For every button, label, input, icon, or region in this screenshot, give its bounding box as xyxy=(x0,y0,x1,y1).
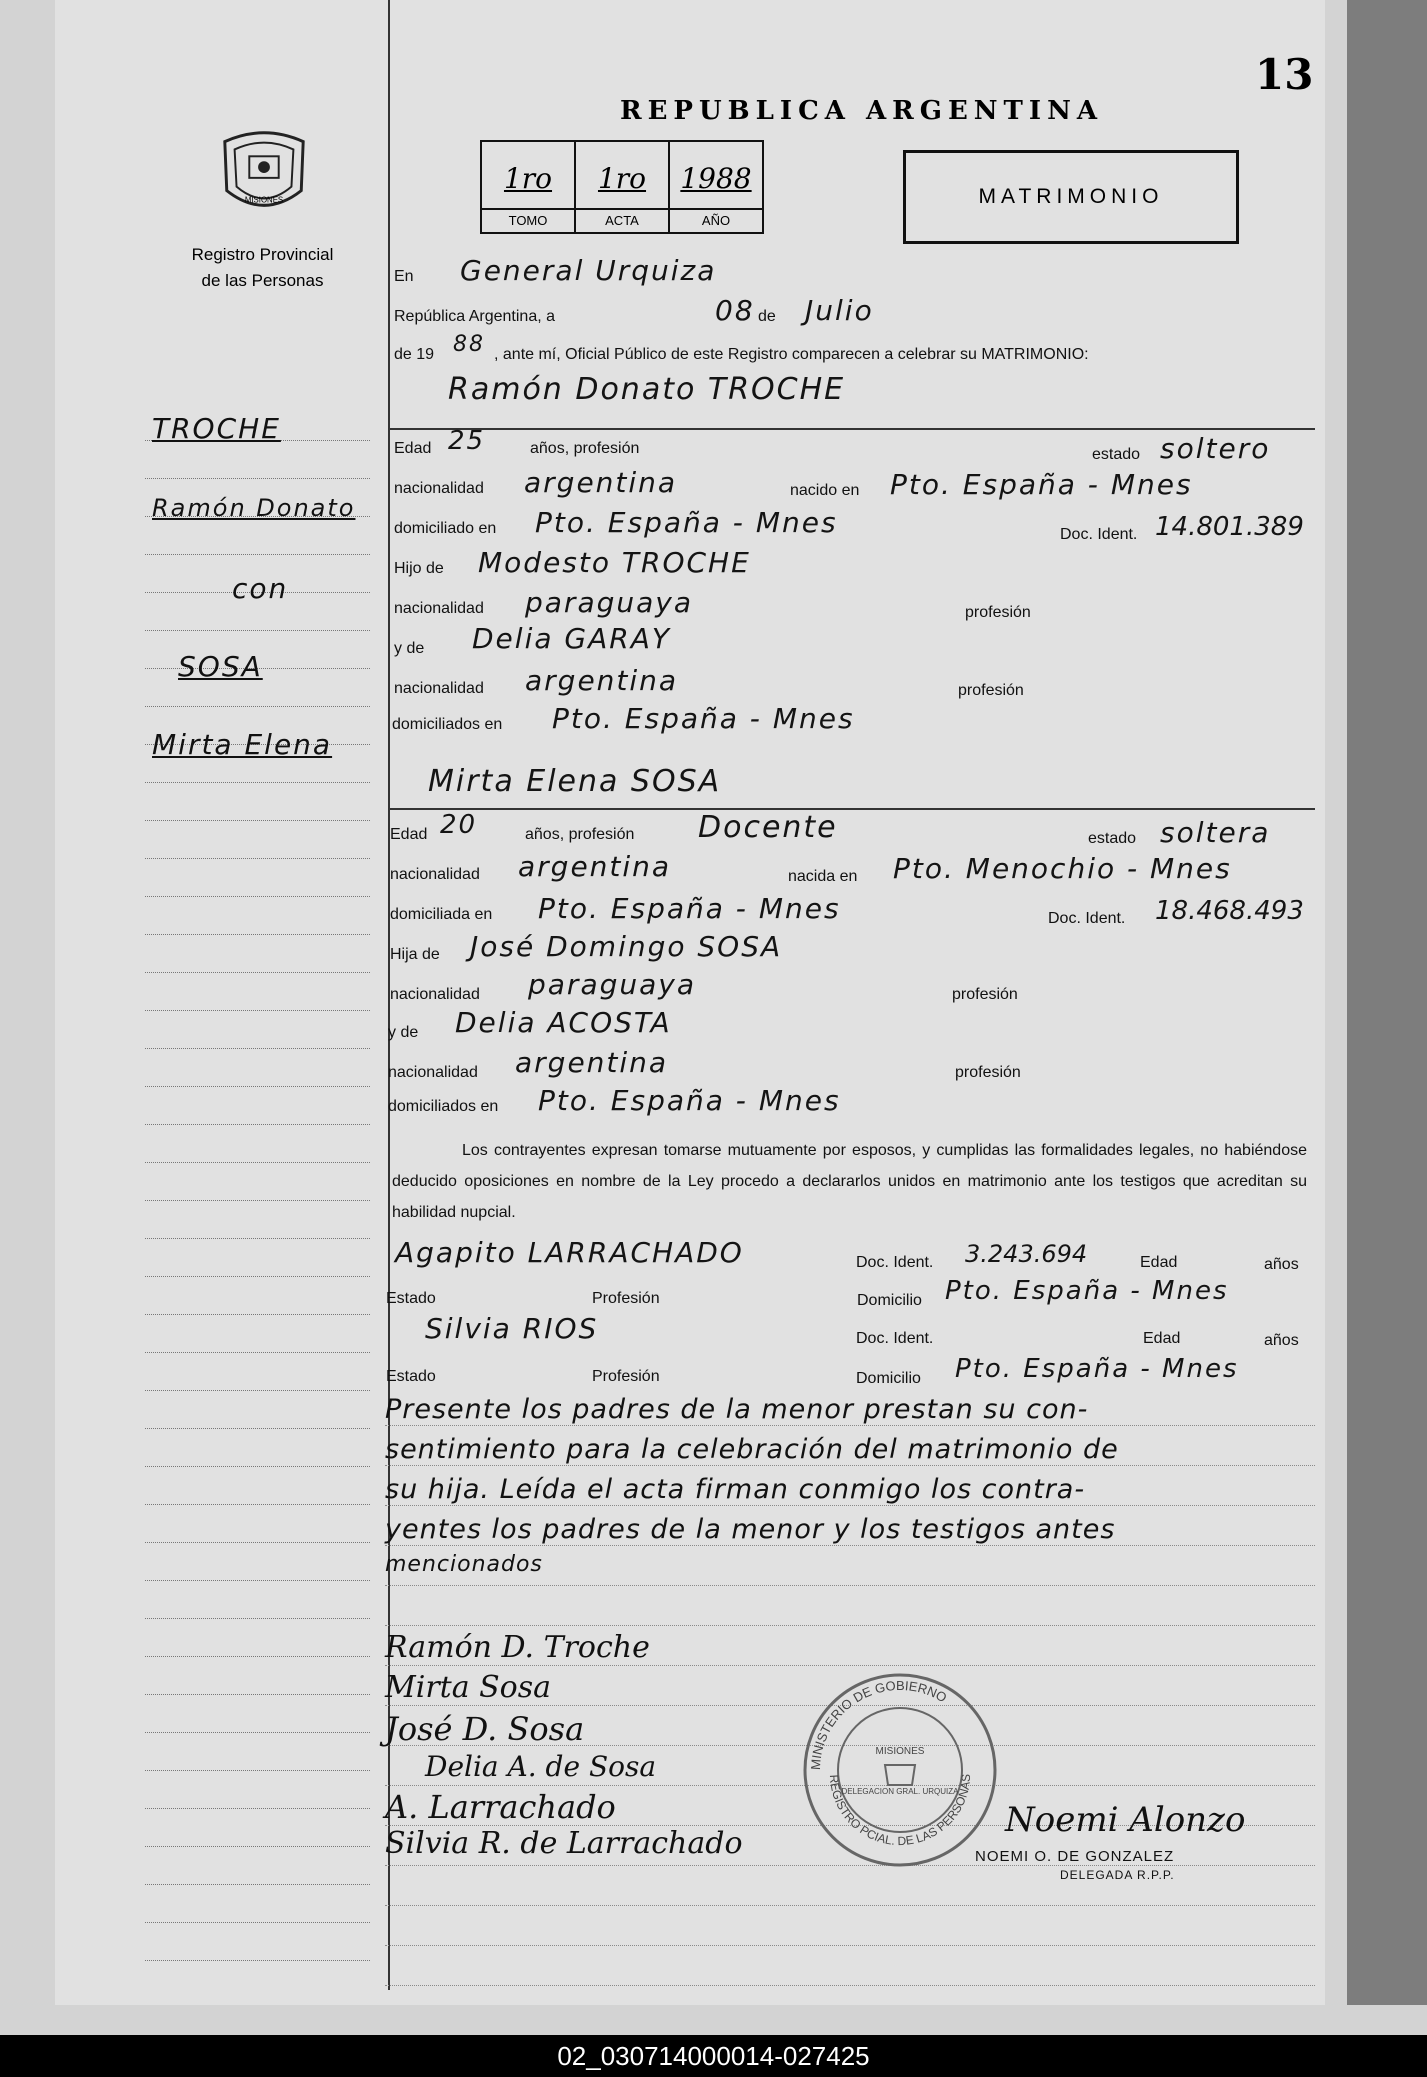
label-nacido-en: nacido en xyxy=(790,482,860,499)
body-rule xyxy=(385,1585,1315,1586)
margin-rule xyxy=(145,1428,370,1429)
label-doc-ident-w2: Doc. Ident. xyxy=(856,1330,934,1347)
margin-bride-given: Mirta Elena xyxy=(152,728,333,761)
margin-con: con xyxy=(232,572,289,605)
label-estado-bride: estado xyxy=(1088,830,1137,847)
label-edad-bride: Edad xyxy=(390,826,428,843)
signature-witness1: A. Larrachado xyxy=(385,1788,616,1826)
label-nacionalidad-groom-mother: nacionalidad xyxy=(394,680,484,697)
registry-line-2: de las Personas xyxy=(201,271,324,290)
margin-rule xyxy=(145,1238,370,1239)
label-de: de xyxy=(758,308,776,325)
registry-name xyxy=(155,242,370,294)
margin-rule xyxy=(145,972,370,973)
record-reference-box xyxy=(480,140,764,234)
margin-rule xyxy=(145,706,370,707)
anio-value: 1988 xyxy=(680,162,752,195)
label-estado-groom: estado xyxy=(1092,446,1141,463)
observation-line-3: su hija. Leída el acta firman conmigo los contra- xyxy=(385,1474,1086,1505)
place-month: Julio xyxy=(805,294,874,327)
margin-rule xyxy=(145,1960,370,1961)
margin-rule xyxy=(145,1542,370,1543)
margin-rule xyxy=(145,1162,370,1163)
label-anos-profesion-groom: años, profesión xyxy=(530,440,640,457)
label-en: En xyxy=(394,268,414,285)
bride-estado: soltera xyxy=(1160,816,1271,849)
groom-estado: soltero xyxy=(1160,432,1271,465)
margin-rule xyxy=(145,1124,370,1125)
stamp-inner-text: REGISTRO PCIAL. DE LAS PERSONAS xyxy=(826,1773,974,1849)
bride-mother-nac: argentina xyxy=(515,1046,669,1079)
label-nacionalidad-bride-mother: nacionalidad xyxy=(388,1064,478,1081)
margin-rule xyxy=(145,1846,370,1847)
witness1-domicilio: Pto. España - Mnes xyxy=(945,1276,1229,1306)
label-domiciliado-en: domiciliado en xyxy=(394,520,497,537)
label-nacionalidad-bride: nacionalidad xyxy=(390,866,480,883)
place-year: 88 xyxy=(453,332,485,357)
label-nacionalidad-groom-father: nacionalidad xyxy=(394,600,484,617)
scan-id-bar: 02_030714000014-027425 xyxy=(0,2035,1427,2077)
groom-name: Ramón Donato TROCHE xyxy=(448,372,846,407)
body-rule xyxy=(385,1985,1315,1986)
registry-stamp-icon xyxy=(800,1670,1000,1870)
tomo-cell xyxy=(482,142,576,232)
margin-rule xyxy=(145,896,370,897)
signature-witness2: Silvia R. de Larrachado xyxy=(385,1826,743,1861)
margin-rule xyxy=(145,934,370,935)
witness2-domicilio: Pto. España - Mnes xyxy=(955,1354,1239,1384)
acta-label: ACTA xyxy=(576,208,668,232)
body-rule xyxy=(385,1425,1315,1426)
label-domiciliada-en: domiciliada en xyxy=(390,906,493,923)
signature-official: Noemi Alonzo xyxy=(1005,1800,1246,1840)
bride-profesion: Docente xyxy=(698,810,838,845)
body-rule xyxy=(385,1505,1315,1506)
stamp-sub-text: DELEGACION GRAL. URQUIZA xyxy=(841,1787,959,1796)
groom-father: Modesto TROCHE xyxy=(478,546,751,579)
label-y-de-bride: y de xyxy=(388,1024,419,1041)
label-anos-profesion-bride: años, profesión xyxy=(525,826,635,843)
margin-rule xyxy=(145,1314,370,1315)
margin-groom-surname: TROCHE xyxy=(152,412,281,445)
body-rule xyxy=(385,1905,1315,1906)
bride-father-nac: paraguaya xyxy=(528,968,697,1001)
groom-mother: Delia GARAY xyxy=(472,622,671,655)
label-de-19: de 19 xyxy=(394,346,435,363)
official-name: NOEMI O. DE GONZALEZ xyxy=(975,1848,1175,1865)
section-rule-2 xyxy=(388,808,1315,810)
margin-rule xyxy=(145,1808,370,1809)
label-domiciliados-en-groom: domiciliados en xyxy=(392,716,503,733)
bride-parents-dom: Pto. España - Mnes xyxy=(538,1084,841,1117)
section-rule-1 xyxy=(388,428,1315,430)
place-day: 08 xyxy=(715,294,755,327)
body-rule xyxy=(385,1545,1315,1546)
body-rule xyxy=(385,1665,1315,1666)
margin-bride-surname: SOSA xyxy=(178,650,263,683)
margin-groom-given: Ramón Donato xyxy=(152,494,356,522)
acta-value: 1ro xyxy=(597,162,647,195)
signature-bride: Mirta Sosa xyxy=(385,1670,552,1705)
margin-rule xyxy=(145,554,370,555)
groom-parents-dom: Pto. España - Mnes xyxy=(552,702,855,735)
margin-rule xyxy=(145,1656,370,1657)
stamp-outer-text: MINISTERIO DE GOBIERNO xyxy=(807,1677,950,1771)
margin-rule xyxy=(145,1276,370,1277)
registry-line-1: Registro Provincial xyxy=(191,245,334,264)
groom-doc: 14.801.389 xyxy=(1155,512,1304,542)
tomo-value: 1ro xyxy=(503,162,553,195)
label-edad-w2: Edad xyxy=(1143,1330,1181,1347)
label-domicilio-w2: Domicilio xyxy=(856,1370,921,1387)
margin-rule xyxy=(145,1086,370,1087)
groom-domicilio: Pto. España - Mnes xyxy=(535,506,838,539)
label-profesion-groom-mother: profesión xyxy=(958,682,1024,699)
margin-rule xyxy=(145,1390,370,1391)
label-anos-w2: años xyxy=(1264,1332,1299,1349)
margin-rule xyxy=(145,782,370,783)
label-nacionalidad-bride-father: nacionalidad xyxy=(390,986,480,1003)
signature-groom: Ramón D. Troche xyxy=(385,1630,650,1665)
bride-age: 20 xyxy=(440,810,478,840)
page-number: 13 xyxy=(1255,50,1314,99)
margin-rule xyxy=(145,630,370,631)
label-anos-w1: años xyxy=(1264,1256,1299,1273)
label-doc-ident-groom: Doc. Ident. xyxy=(1060,526,1138,543)
margin-rule xyxy=(145,1010,370,1011)
anio-label: AÑO xyxy=(670,208,762,232)
witness2-name: Silvia RIOS xyxy=(425,1312,599,1345)
margin-rule xyxy=(145,1504,370,1505)
body-rule xyxy=(385,1465,1315,1466)
observation-line-4: yentes los padres de la menor y los testigos antes xyxy=(385,1514,1116,1545)
bride-doc: 18.468.493 xyxy=(1155,896,1304,926)
label-y-de-groom: y de xyxy=(394,640,425,657)
label-profesion-w1: Profesión xyxy=(592,1290,660,1307)
observation-line-5: mencionados xyxy=(385,1552,543,1577)
bride-mother: Delia ACOSTA xyxy=(455,1006,672,1039)
margin-rule xyxy=(145,1618,370,1619)
bride-nacionalidad: argentina xyxy=(518,850,672,883)
label-nacionalidad-groom: nacionalidad xyxy=(394,480,484,497)
groom-age: 25 xyxy=(448,426,486,456)
signature-mother: Delia A. de Sosa xyxy=(425,1750,657,1783)
groom-mother-nac: argentina xyxy=(525,664,679,697)
province-seal-icon xyxy=(215,120,313,222)
marriage-formula: Los contrayentes expresan tomarse mutuamente por esposos, y cumplidas las formalidades legales, no habiéndose deducido oposiciones en nombre de la Ley procedo a declararlos unidos en matrimonio ante los testigos que acreditan su habilidad nupcial. xyxy=(392,1142,1307,1221)
label-estado-w1: Estado xyxy=(386,1290,436,1307)
signature-father: José D. Sosa xyxy=(385,1710,585,1748)
margin-rule xyxy=(145,1352,370,1353)
label-profesion-groom-father: profesión xyxy=(965,604,1031,621)
label-hija-de: Hija de xyxy=(390,946,440,963)
seal-text: MISIONES xyxy=(244,195,284,205)
margin-rule xyxy=(145,820,370,821)
margin-rule xyxy=(145,1732,370,1733)
margin-rule xyxy=(145,1466,370,1467)
margin-rule xyxy=(145,1200,370,1201)
label-doc-ident-bride: Doc. Ident. xyxy=(1048,910,1126,927)
country-heading: REPUBLICA ARGENTINA xyxy=(620,96,1104,126)
body-rule xyxy=(385,1625,1315,1626)
label-domiciliados-en-bride: domiciliados en xyxy=(388,1098,499,1115)
place-city: General Urquiza xyxy=(460,254,717,287)
margin-rule xyxy=(145,1884,370,1885)
body-rule xyxy=(385,1945,1315,1946)
label-profesion-bride-mother: profesión xyxy=(955,1064,1021,1081)
margin-rule xyxy=(145,1048,370,1049)
groom-father-nac: paraguaya xyxy=(525,586,694,619)
bride-domicilio: Pto. España - Mnes xyxy=(538,892,841,925)
witness1-doc: 3.243.694 xyxy=(965,1240,1088,1268)
margin-rule xyxy=(145,1770,370,1771)
tomo-label: TOMO xyxy=(482,208,574,232)
label-republica-a: República Argentina, a xyxy=(394,308,555,325)
groom-nacido-en: Pto. España - Mnes xyxy=(890,468,1193,501)
official-role: DELEGADA R.P.P. xyxy=(1060,1868,1175,1882)
groom-nacionalidad: argentina xyxy=(524,466,678,499)
bride-name: Mirta Elena SOSA xyxy=(428,764,722,799)
label-estado-w2: Estado xyxy=(386,1368,436,1385)
acta-cell xyxy=(576,142,670,232)
label-nacida-en: nacida en xyxy=(788,868,858,885)
label-ante-mi: , ante mí, Oficial Público de este Registro comparecen a celebrar su MATRIMONIO: xyxy=(494,346,1089,363)
label-hijo-de: Hijo de xyxy=(394,560,444,577)
label-edad-groom: Edad xyxy=(394,440,432,457)
observation-line-1: Presente los padres de la menor prestan su con- xyxy=(385,1394,1089,1425)
margin-rule xyxy=(145,1922,370,1923)
label-doc-ident-w1: Doc. Ident. xyxy=(856,1254,934,1271)
book-cover-edge xyxy=(1347,0,1427,2005)
label-edad-w1: Edad xyxy=(1140,1254,1178,1271)
label-profesion-bride-father: profesión xyxy=(952,986,1018,1003)
label-profesion-w2: Profesión xyxy=(592,1368,660,1385)
anio-cell xyxy=(670,142,762,232)
stamp-mid-text: MISIONES xyxy=(875,1746,925,1757)
margin-rule xyxy=(145,478,370,479)
margin-rule xyxy=(145,858,370,859)
label-domicilio-w1: Domicilio xyxy=(857,1292,922,1309)
record-type-box: MATRIMONIO xyxy=(903,150,1239,244)
observation-line-2: sentimiento para la celebración del matrimonio de xyxy=(385,1434,1119,1465)
margin-rule xyxy=(145,1580,370,1581)
witness1-name: Agapito LARRACHADO xyxy=(395,1236,744,1269)
bride-father: José Domingo SOSA xyxy=(470,930,783,963)
margin-rule xyxy=(145,1694,370,1695)
bride-nacida-en: Pto. Menochio - Mnes xyxy=(893,852,1232,885)
